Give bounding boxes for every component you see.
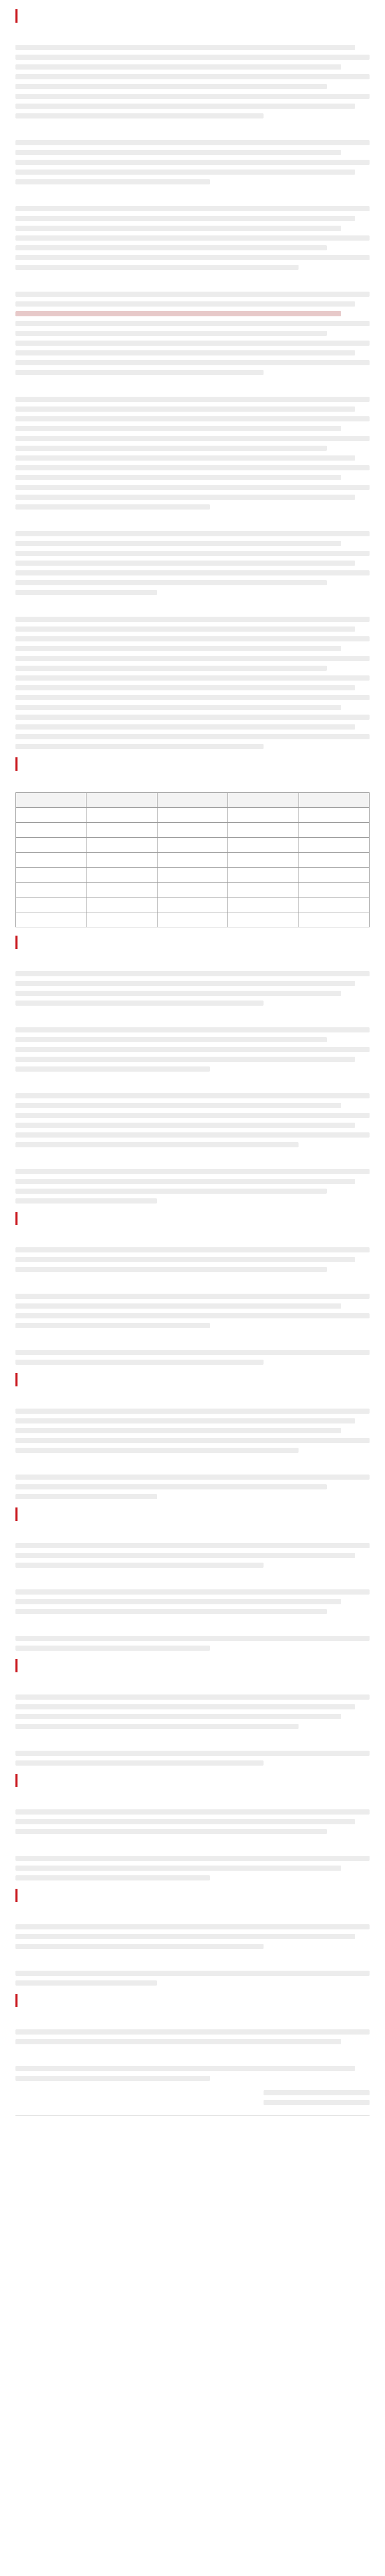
table-cell [228,912,299,927]
section-9 [15,1889,370,1986]
table-cell [157,808,227,823]
table-cell [16,883,86,897]
table-cell [299,883,369,897]
table-header-row [16,793,370,808]
paragraph [15,1076,370,1089]
section-5 [15,1373,370,1499]
paragraph [15,380,370,392]
table-cell [16,897,86,912]
table-cell [86,912,157,927]
paragraph [15,1392,370,1404]
contact-block [15,2115,370,2181]
table-cell [299,853,369,868]
paragraph [15,1619,370,1631]
contact-row [15,2166,370,2181]
paragraph [15,2012,370,2025]
signature-block [15,2090,370,2105]
section-heading [15,1659,370,1672]
table-cell [157,868,227,883]
section-4 [15,1212,370,1365]
paragraph [15,1277,370,1289]
table-cell [86,897,157,912]
paragraph [15,1526,370,1538]
table-cell [228,897,299,912]
paragraph [15,1677,370,1690]
table-cell [16,808,86,823]
section-heading [15,757,370,771]
table-cell [157,897,227,912]
paragraph [15,1907,370,1920]
paragraph [15,1792,370,1805]
table-cell [16,823,86,838]
table-cell [228,883,299,897]
paragraph [15,600,370,612]
paragraph [15,1333,370,1345]
paragraph [15,954,370,967]
paragraph [15,28,370,40]
table-cell [299,838,369,853]
section-heading [15,936,370,949]
table-cell [16,912,86,927]
table-cell [16,868,86,883]
section-heading [15,1889,370,1902]
section-heading [15,1994,370,2007]
contact-row [15,2152,370,2166]
paragraph [15,1458,370,1470]
table-row [16,868,370,883]
section-8 [15,1774,370,1880]
table-cell [299,868,369,883]
paragraph [15,123,370,135]
table-cell [299,823,369,838]
paragraph [15,1839,370,1851]
table-cell [86,823,157,838]
table-cell [228,793,299,808]
paragraph [15,1572,370,1585]
table-cell [86,838,157,853]
table-cell [299,912,369,927]
table-cell [86,793,157,808]
table-cell [228,838,299,853]
section-heading [15,1212,370,1225]
table-cell [299,808,369,823]
paragraph [15,1152,370,1164]
paragraph [15,1010,370,1023]
paragraph [15,514,370,527]
paragraph [15,776,370,788]
table-row [16,808,370,823]
section-7 [15,1659,370,1766]
section-1 [15,9,370,749]
table-cell [299,897,369,912]
table-cell [228,868,299,883]
table-cell [86,808,157,823]
table-cell [228,823,299,838]
table-cell [86,853,157,868]
table-row [16,912,370,927]
paragraph [15,1734,370,1746]
table-row [16,838,370,853]
table-row [16,853,370,868]
table-cell [228,853,299,868]
paragraph [15,1230,370,1243]
section-2 [15,757,370,927]
table-cell [16,838,86,853]
section-10 [15,1994,370,2081]
section-heading [15,9,370,23]
section-heading [15,1774,370,1787]
table-row [16,897,370,912]
table-cell [157,793,227,808]
section-heading [15,1507,370,1521]
table-cell [86,868,157,883]
table-cell [157,853,227,868]
section-6 [15,1507,370,1651]
table-cell [86,883,157,897]
section-heading [15,1373,370,1386]
table-cell [228,808,299,823]
table-cell [157,912,227,927]
paragraph [15,189,370,201]
table-cell [157,838,227,853]
table-cell [157,823,227,838]
table-row [16,883,370,897]
section-3 [15,936,370,1204]
contact-row [15,2138,370,2152]
table-cell [16,793,86,808]
paragraph [15,1954,370,1966]
paragraph [15,275,370,287]
table-cell [16,853,86,868]
paragraph [15,2049,370,2061]
admission-table [15,792,370,927]
table-cell [157,883,227,897]
table-row [16,823,370,838]
contact-row [15,2123,370,2138]
table-cell [299,793,369,808]
